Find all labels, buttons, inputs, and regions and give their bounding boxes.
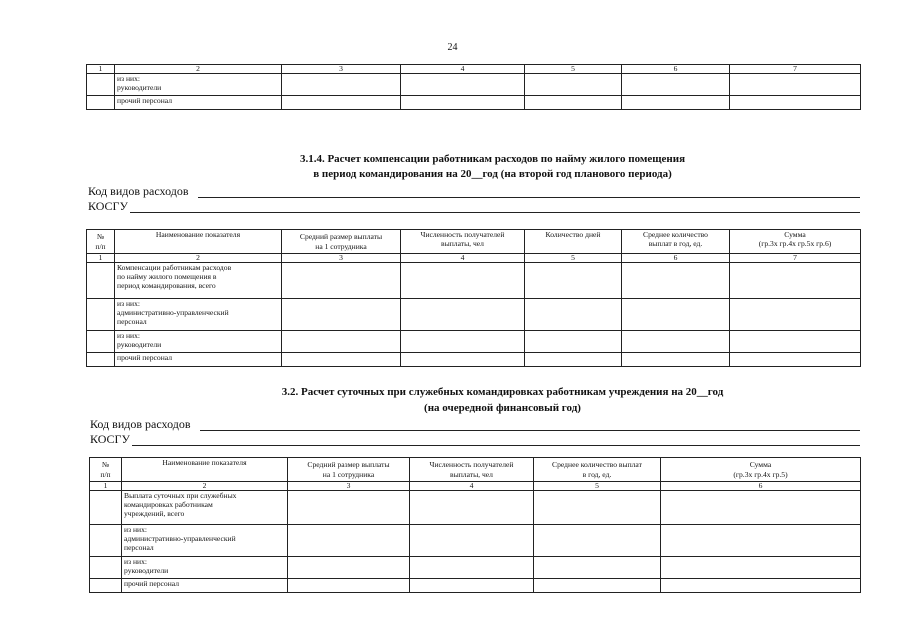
header-cell: Сумма (гр.3х гр.4х гр.5) — [661, 458, 861, 482]
expense-code-label: Код видов расходов — [88, 184, 189, 198]
header-cell: Средний размер выплаты на 1 сотрудника — [282, 230, 401, 254]
header-cell: Наименование показателя — [122, 458, 288, 482]
section-32-table — [89, 457, 861, 593]
section-314-title-line2: в период командирования на 20__год (на второй год планового периода) — [313, 168, 672, 180]
column-number: 7 — [730, 65, 861, 74]
column-number: 2 — [115, 254, 282, 263]
header-row — [87, 230, 861, 254]
row-name: из них: административно-управленческий персонал — [122, 525, 288, 557]
header-cell: Количество дней — [525, 230, 622, 254]
header-cell: Среднее количество выплат в год, ед. — [534, 458, 661, 482]
top-table — [86, 64, 861, 110]
column-number-row — [87, 254, 861, 263]
column-number: 3 — [282, 254, 401, 263]
table-row — [87, 331, 861, 353]
column-number: 5 — [525, 254, 622, 263]
column-number: 1 — [90, 482, 122, 491]
header-row — [90, 458, 861, 482]
header-cell: Численность получателей выплаты, чел — [401, 230, 525, 254]
column-number: 6 — [622, 254, 730, 263]
table-row — [87, 96, 861, 110]
column-number-row — [90, 482, 861, 491]
row-name: из них: руководители — [115, 74, 282, 96]
table-row — [90, 491, 861, 525]
table-row — [90, 579, 861, 593]
header-cell: Наименование показателя — [115, 230, 282, 254]
table-row — [87, 74, 861, 96]
table-row — [90, 525, 861, 557]
column-number: 1 — [87, 254, 115, 263]
row-name: из них: административно-управленческий персонал — [115, 299, 282, 331]
column-number: 3 — [288, 482, 410, 491]
column-number: 4 — [401, 65, 525, 74]
section-314-kosgu-field — [88, 199, 860, 215]
row-name: прочий персонал — [115, 96, 282, 110]
kosgu-blank — [132, 445, 860, 446]
row-name: из них: руководители — [115, 331, 282, 353]
column-number: 1 — [87, 65, 115, 74]
column-number: 5 — [525, 65, 622, 74]
header-cell: Средний размер выплаты на 1 сотрудника — [288, 458, 410, 482]
page-number: 24 — [447, 42, 458, 53]
expense-code-label: Код видов расходов — [90, 417, 191, 431]
column-number: 4 — [410, 482, 534, 491]
row-name: Выплата суточных при служебных командировках работникам учреждений, всего — [122, 491, 288, 525]
column-number: 4 — [401, 254, 525, 263]
header-cell: № п/п — [90, 458, 122, 482]
kosgu-label: КОСГУ — [88, 199, 128, 213]
column-number: 2 — [115, 65, 282, 74]
table-row — [90, 557, 861, 579]
table-row — [87, 263, 861, 299]
header-cell: Численность получателей выплаты, чел — [410, 458, 534, 482]
column-number-row — [87, 65, 861, 74]
row-name: Компенсации работникам расходов по найму жилого помещения в период командирования, всего — [115, 263, 282, 299]
column-number: 6 — [661, 482, 861, 491]
section-32-title-line2: (на очередной финансовый год) — [424, 402, 581, 414]
section-314-expense-code-field — [88, 184, 860, 200]
table-row — [87, 353, 861, 367]
section-32-title-line1: 3.2. Расчет суточных при служебных командировках работникам учреждения на 20__год — [281, 386, 724, 398]
section-32-kosgu-field — [90, 432, 860, 448]
kosgu-blank — [130, 212, 860, 213]
column-number: 7 — [730, 254, 861, 263]
column-number: 2 — [122, 482, 288, 491]
section-314-table — [86, 229, 861, 367]
column-number: 5 — [534, 482, 661, 491]
kosgu-label: КОСГУ — [90, 432, 130, 446]
header-cell: Среднее количество выплат в год, ед. — [622, 230, 730, 254]
expense-code-blank — [198, 197, 860, 198]
header-cell: № п/п — [87, 230, 115, 254]
header-cell: Сумма (гр.3х гр.4х гр.5х гр.6) — [730, 230, 861, 254]
row-name: прочий персонал — [115, 353, 282, 367]
row-name: прочий персонал — [122, 579, 288, 593]
column-number: 3 — [282, 65, 401, 74]
column-number: 6 — [622, 65, 730, 74]
section-32-expense-code-field — [90, 417, 860, 433]
row-name: из них: руководители — [122, 557, 288, 579]
table-row — [87, 299, 861, 331]
section-314-title-line1: 3.1.4. Расчет компенсации работникам расходов по найму жилого помещения — [299, 153, 686, 165]
expense-code-blank — [200, 430, 860, 431]
